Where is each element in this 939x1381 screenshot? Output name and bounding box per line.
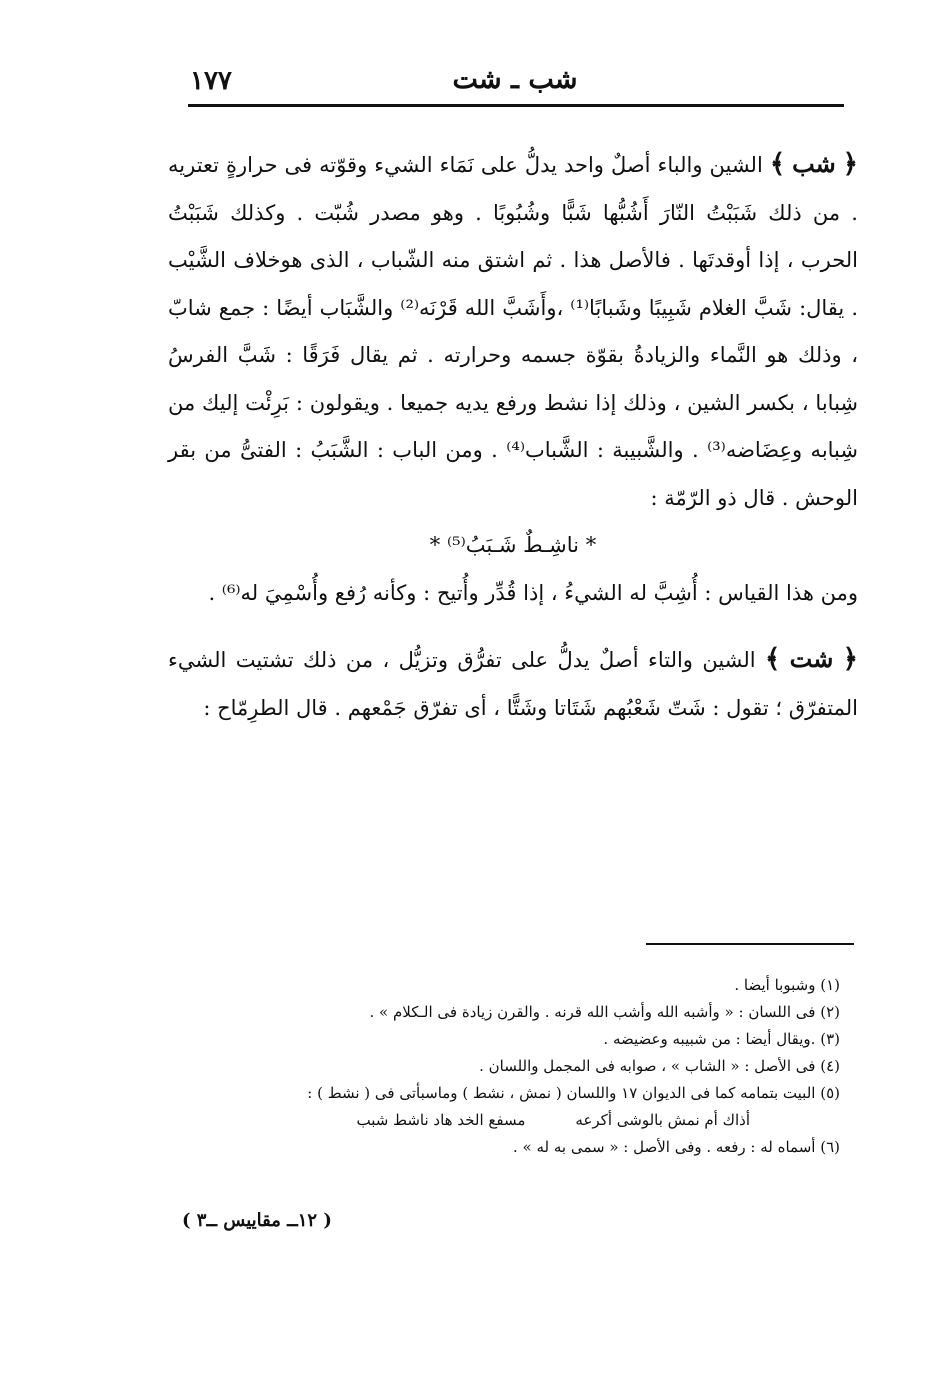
footnote-3: (٣) .ويقال أيضا : من شبيبه وعضيضه . [603,1030,840,1048]
ornament-close-bracket: ﴾ [765,644,781,674]
ornament-open-bracket: ﴿ [842,149,858,179]
footnote-5: (٥) البيت بتمامه كما فى الديوان ١٧ واللسان ( نمش ، نشط ) وماسبأتى فى ( نشط ) : [307,1084,840,1102]
main-text [168,140,858,732]
page-number: ١٧٧ [190,66,232,96]
entry-heading: شب [792,149,836,178]
entry-heading: شت [789,644,834,673]
footnote-4: (٤) فى الأصل : « الشاب » ، صوابه فى المجمل واللسان . [479,1057,840,1075]
footnote-6: (٦) أسماه له : رفعه . وفى الأصل : « سمى به له » . [513,1138,840,1156]
entry-shatt [168,635,858,732]
verse-quote: * ناشِـطٌ شَـبَبُ⁽⁵⁾ * [429,533,597,557]
signature-mark: ( ١٢ــ مقاييس ــ٣ ) [182,1210,332,1231]
footnote-2: (٢) فى اللسان : « وأشبه الله وأشب الله قرنه . والقرن زيادة فى الـكلام » . [369,1003,840,1021]
ornament-close-bracket: ﴾ [769,149,786,179]
footnote-verse [180,1107,840,1134]
footnotes [180,972,840,1161]
footnote-rule [646,943,854,945]
verse-second-half: مسفع الخد هاد ناشط شبب [356,1111,526,1129]
entry-text: الشين والباء أصلٌ واحد يدلُّ على نَمَاء الشيء وقوّته فى حرارةٍ تعتريه . من ذلك شَبَبْتُ النّارَ أَشُبُّها شَبًّا وشُبُوبًا . وهو مصدر شُبّت . وكذلك شَبَبْتُ الحرب ، إذا أوقدتَها . فالأصل هذا . ثم اشتق منه الشّباب ، الذى هوخلاف الشَّيْب . يقال: شَبَّ الغلام شَبِيبًا وشَبابًا⁽¹⁾ ،وأَشَبَّ الله قَرْنَه⁽²⁾ والشَّبَاب أيضًا : جمع شابّ ، وذلك هو النَّماء والزيادةُ بقوّة جسمه وحرارته . ثم يقال فَرَقًا : شَبَّ الفرسُ شِبابا ، بكسر الشين ، وذلك إذا نشط ورفع يديه جميعا . ويقولون : بَرِئْت إليك من شِبابه وعِضَاضه⁽³⁾ . والشَّبيبة : الشَّباب⁽⁴⁾ . ومن الباب : الشَّبَبُ : الفتىُّ من بقر الوحش . قال ذو الرّمّة : [168,153,858,510]
running-title: شب ـ شت [452,64,578,95]
verse-first-half: أذاك أم نمش بالوشى أكرعه [575,1111,750,1129]
ornament-open-bracket: ﴿ [842,644,858,674]
entry-shabb [168,140,858,522]
footnote-1: (١) وشبوبا أيضا . [734,976,840,994]
entry-text: الشين والتاء أصلٌ يدلُّ على تفرُّق وتزيُّل ، من ذلك تشتيت الشيء المتفرّق ؛ تقول : شَتّ شَعْبُهم شَتَاتا وشَتًّا ، أى تفرّق جَمْعهم . قال الطرِمّاح : [168,648,858,720]
page-header [190,62,840,102]
entry-continuation: ومن هذا القياس : أُشِبَّ له الشيءُ ، إذا قُدِّر وأُتيح : وكأنه رُفع وأُسْمِيَ له⁽⁶⁾ . [208,580,858,605]
header-rule [188,104,844,107]
